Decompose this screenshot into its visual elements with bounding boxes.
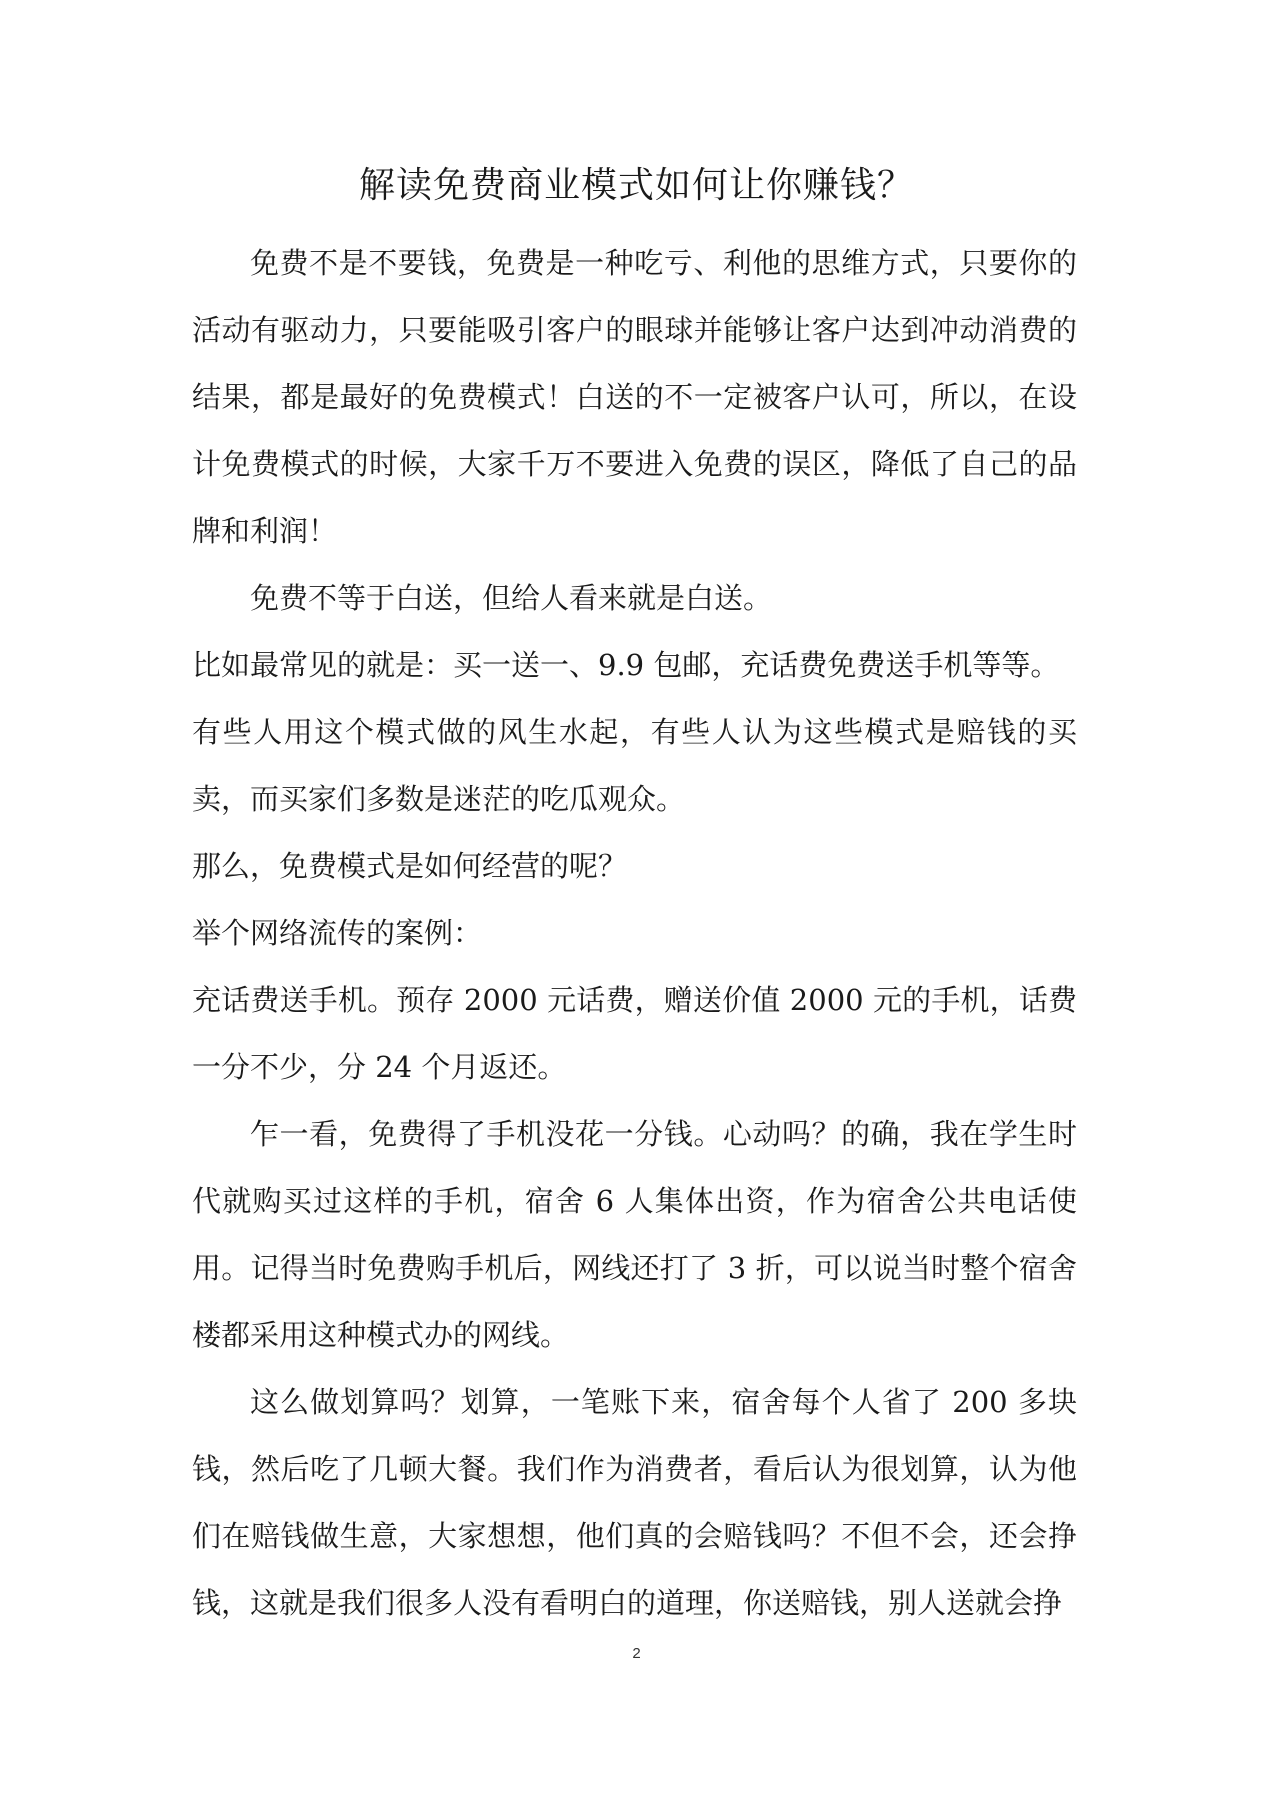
paragraph-2: 免费不等于白送，但给人看来就是白送。 xyxy=(250,581,773,615)
paragraph-9: 这么做划算吗？划算，一笔账下来，宿舍每个人省了 200 多块钱，然后吃了几顿大餐。我们作为消费者，看后认为很划算，认为他们在赔钱做生意，大家想想，他们真的会赔钱吗？不但不会，还会挣钱，这就是我们很多人没有看明白的道理，你送赔钱，别人送就会挣 xyxy=(192,1385,1077,1620)
paragraph-4: 有些人用这个模式做的风生水起，有些人认为这些模式是赔钱的买卖，而买家们多数是迷茫的吃瓜观众。 xyxy=(192,715,1077,816)
paragraph-1: 免费不是不要钱，免费是一种吃亏、利他的思维方式，只要你的活动有驱动力，只要能吸引客户的眼球并能够让客户达到冲动消费的结果，都是最好的免费模式！白送的不一定被客户认可，所以，在设计免费模式的时候，大家千万不要进入免费的误区，降低了自己的品牌和利润！ xyxy=(192,246,1077,548)
page-number: 2 xyxy=(632,1645,641,1662)
document-title: 解读免费商业模式如何让你赚钱？ xyxy=(358,165,914,206)
paragraph-6: 举个网络流传的案例： xyxy=(192,916,483,950)
document-body xyxy=(192,230,1077,1637)
paragraph-5: 那么，免费模式是如何经营的呢？ xyxy=(192,849,628,883)
paragraph-8: 乍一看，免费得了手机没花一分钱。心动吗？的确，我在学生时代就购买过这样的手机，宿舍 6 人集体出资，作为宿舍公共电话使用。记得当时免费购手机后，网线还打了 3 折，可以说当时整个宿舍楼都采用这种模式办的网线。 xyxy=(192,1117,1077,1352)
paragraph-7: 充话费送手机。预存 2000 元话费，赠送价值 2000 元的手机，话费一分不少，分 24 个月返还。 xyxy=(192,983,1077,1084)
paragraph-3: 比如最常见的就是：买一送一、9.9 包邮，充话费免费送手机等等。 xyxy=(192,648,1060,682)
